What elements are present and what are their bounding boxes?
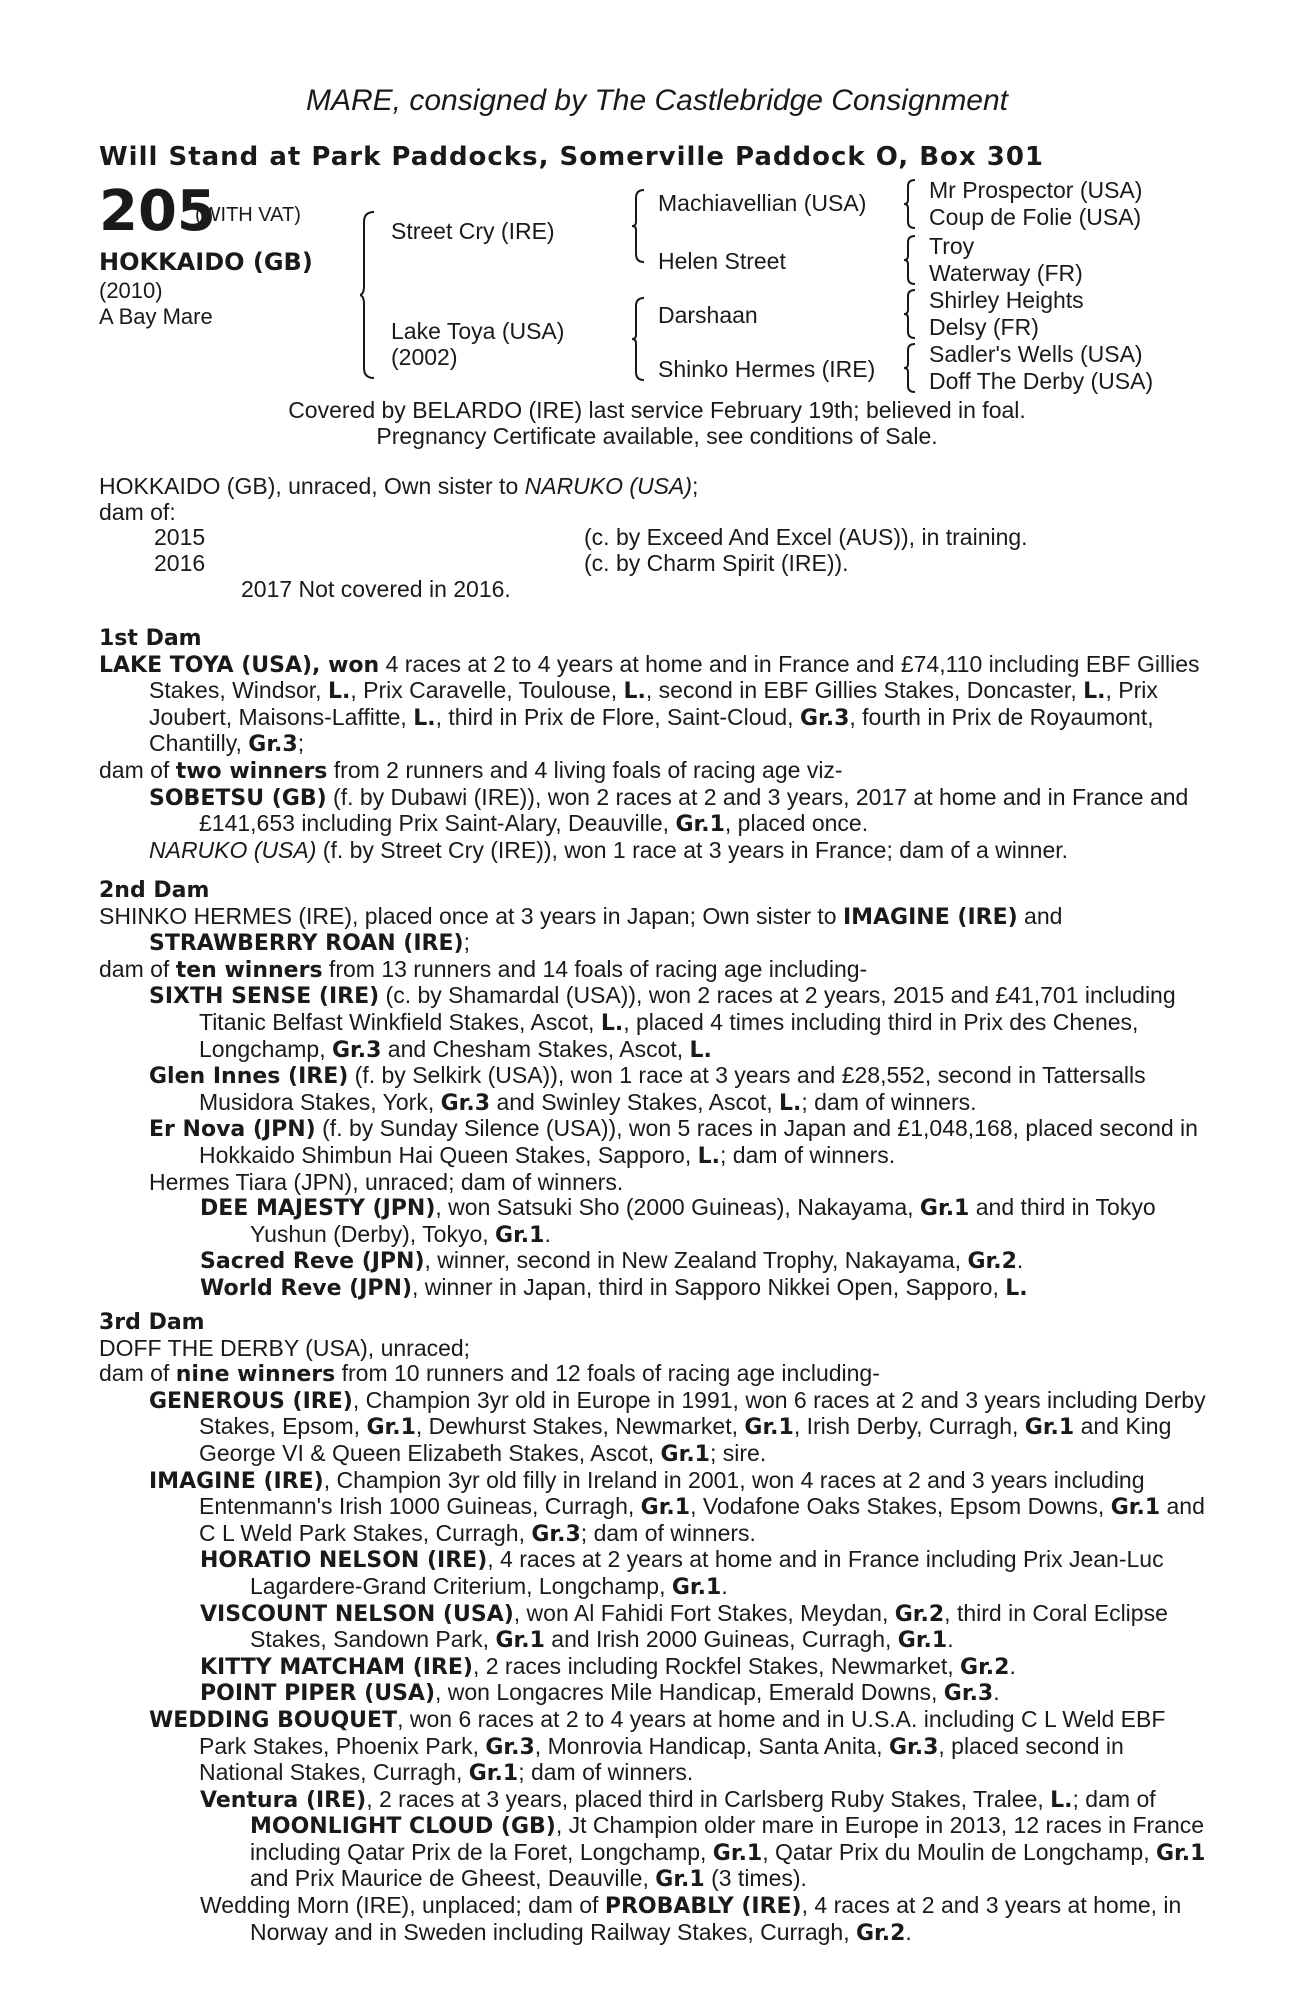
section-heading: 3rd Dam — [99, 1310, 205, 1335]
dam-year: (2002) — [391, 344, 458, 370]
progeny-entry: Wedding Morn (IRE), unplaced; dam of PROBABLY (IRE), 4 races at 2 and 3 years at home, in Norway and in Sweden including Railway Stakes, Curragh, Gr.2. — [200, 1892, 1182, 1946]
horse-description: A Bay Mare — [99, 304, 213, 329]
progeny-entry: Glen Innes (IRE) (f. by Selkirk (USA)), won 1 race at 3 years and £28,552, second in Tattersalls Musidora Stakes, York, Gr.3 and Swinley Stakes, Ascot, L.; dam of winners. — [149, 1062, 1146, 1116]
progeny-entry: IMAGINE (IRE), Champion 3yr old filly in Ireland in 2001, won 4 races at 2 and 3 years including Entenmann's Irish 1000 Guineas, Curragh, Gr.1, Vodafone Oaks Stakes, Epsom Downs, Gr.1 and C L Weld Park Stakes, Curragh, Gr.3; dam of winners. — [149, 1466, 1205, 1547]
progeny-entry: POINT PIPER (USA), won Longacres Mile Handicap, Emerald Downs, Gr.3. — [200, 1679, 1000, 1707]
gg-dam-dam-dam: Doff The Derby (USA) — [929, 368, 1154, 394]
dam-paragraph: dam of two winners from 2 runners and 4 living foals of racing age viz- — [99, 756, 843, 784]
progeny-entry: DEE MAJESTY (JPN), won Satsuki Sho (2000 Guineas), Nakayama, Gr.1 and third in Tokyo Yushun (Derby), Tokyo, Gr.1. — [200, 1194, 1156, 1248]
dam-paragraph: dam of ten winners from 13 runners and 14 foals of racing age including- — [99, 955, 868, 983]
progeny-entry: HORATIO NELSON (IRE), 4 races at 2 years at home and in France including Prix Jean-Luc Lagardere-Grand Criterium, Longchamp, Gr.1. — [200, 1546, 1164, 1600]
second-dam-section — [99, 878, 1209, 1302]
pedigree-brace-g1 — [902, 178, 918, 230]
produce-row: 2015 (c. by Exceed And Excel (AUS)), in training. — [154, 524, 1028, 551]
progeny-entry: Hermes Tiara (JPN), unraced; dam of winners. — [149, 1168, 624, 1195]
gg-dam-dam-sire: Sadler's Wells (USA) — [929, 341, 1143, 367]
gg-sire-dam-sire: Troy — [929, 233, 975, 259]
gg-sire-dam-dam: Waterway (FR) — [929, 260, 1083, 286]
progeny-entry: SOBETSU (GB) (f. by Dubawi (IRE)), won 2 races at 2 and 3 years, 2017 at home and in France and £141,653 including Prix Saint-Alary, Deauville, Gr.1, placed once. — [149, 783, 1189, 838]
consignor-heading: MARE, consigned by The Castlebridge Consignment — [305, 84, 1009, 117]
progeny-entry: SIXTH SENSE (IRE) (c. by Shamardal (USA)), won 2 races at 2 years, 2015 and £41,701 including Titanic Belfast Winkfield Stakes, Ascot, L., placed 4 times including third in Prix des Chenes, Longchamp, Gr.3 and Chesham Stakes, Ascot, L. — [149, 982, 1176, 1063]
progeny-entry: Er Nova (JPN) (f. by Sunday Silence (USA)), won 5 races in Japan and £1,048,168, placed second in Hokkaido Shimbun Hai Queen Stakes, Sapporo, L.; dam of winners. — [149, 1115, 1198, 1169]
dam-paragraph: dam of nine winners from 10 runners and 12 foals of racing age including- — [99, 1360, 880, 1388]
section-heading: 1st Dam — [99, 626, 202, 651]
produce-record — [99, 474, 1209, 603]
progeny-entry: World Reve (JPN), winner in Japan, third in Sapporo Nikkei Open, Sapporo, L. — [200, 1273, 1028, 1301]
covered-note: Covered by BELARDO (IRE) last service February 19th; believed in foal. — [288, 397, 1026, 423]
dam-paragraph: LAKE TOYA (USA), won 4 races at 2 to 4 years at home and in France and £74,110 including EBF Gillies Stakes, Windsor, L., Prix Caravelle, Toulouse, L., second in EBF Gillies Stakes, Doncaster, L., Prix Joubert, Maisons-Laffitte, L., third in Prix de Flore, Saint-Cloud, Gr.3, fourth in Prix de Royaumont, Chantilly, Gr.3; — [99, 650, 1200, 758]
gg-sire-sire-sire: Mr Prospector (USA) — [929, 177, 1143, 203]
dam-dam: Shinko Hermes (IRE) — [658, 356, 876, 382]
stand-location: Will Stand at Park Paddocks, Somerville Paddock O, Box 301 — [99, 142, 1045, 172]
third-dam-section — [99, 1310, 1209, 1946]
vat-note: (WITH VAT) — [195, 204, 301, 226]
gg-dam-sire-sire: Shirley Heights — [929, 287, 1084, 313]
produce-row: 2016 (c. by Charm Spirit (IRE)). — [154, 550, 849, 577]
pedigree-brace-g3 — [902, 288, 918, 340]
section-heading: 2nd Dam — [99, 878, 210, 903]
produce-row: 2017 Not covered in 2016. — [241, 576, 511, 603]
progeny-entry: VISCOUNT NELSON (USA), won Al Fahidi Fort Stakes, Meydan, Gr.2, third in Coral Eclipse Stakes, Sandown Park, Gr.1 and Irish 2000 Guineas, Curragh, Gr.1. — [200, 1599, 1168, 1654]
progeny-entry: NARUKO (USA) (f. by Street Cry (IRE)), won 1 race at 3 years in France; dam of a winner. — [149, 836, 1069, 863]
pedigree-brace-g2 — [902, 234, 918, 286]
progeny-entry: GENEROUS (IRE), Champion 3yr old in Europe in 1991, won 6 races at 2 and 3 years including Derby Stakes, Epsom, Gr.1, Dewhurst Stakes, Newmarket, Gr.1, Irish Derby, Curragh, Gr.1 and King George VI & Queen Elizabeth Stakes, Ascot, Gr.1; sire. — [149, 1386, 1206, 1467]
first-dam-section — [99, 626, 1209, 863]
progeny-entry: Sacred Reve (JPN), winner, second in New Zealand Trophy, Nakayama, Gr.2. — [200, 1247, 1024, 1275]
produce-dam-of: dam of: — [99, 498, 176, 525]
dam-paragraph: DOFF THE DERBY (USA), unraced; — [99, 1334, 471, 1361]
pedigree-brace-sire — [630, 188, 650, 264]
produce-intro: HOKKAIDO (GB), unraced, Own sister to NARUKO (USA); — [99, 473, 699, 499]
sire-sire: Machiavellian (USA) — [658, 190, 867, 216]
foaling-year: (2010) — [99, 278, 163, 303]
sire: Street Cry (IRE) — [391, 218, 555, 244]
progeny-entry: WEDDING BOUQUET, won 6 races at 2 to 4 years at home and in U.S.A. including C L Weld EBF Park Stakes, Phoenix Park, Gr.3, Monrovia Handicap, Santa Anita, Gr.3, placed second in National Stakes, Curragh, Gr.1; dam of winners. — [149, 1705, 1166, 1787]
horse-name: HOKKAIDO (GB) — [99, 248, 313, 276]
pregnancy-note: Pregnancy Certificate available, see conditions of Sale. — [376, 423, 938, 449]
dam-sire: Darshaan — [658, 302, 758, 328]
progeny-entry: KITTY MATCHAM (IRE), 2 races including Rockfel Stakes, Newmarket, Gr.2. — [200, 1652, 1016, 1680]
gg-dam-sire-dam: Delsy (FR) — [929, 314, 1039, 340]
gg-sire-sire-dam: Coup de Folie (USA) — [929, 204, 1142, 230]
pedigree-brace-main — [360, 210, 380, 380]
dam-paragraph: SHINKO HERMES (IRE), placed once at 3 years in Japan; Own sister to IMAGINE (IRE) and STRAWBERRY ROAN (IRE); — [99, 902, 1063, 957]
progeny-entry: Ventura (IRE), 2 races at 3 years, placed third in Carlsberg Ruby Stakes, Tralee, L.; dam of MOONLIGHT CLOUD (GB), Jt Champion older mare in Europe in 2013, 12 races in France including Qatar Prix de la Foret, Longchamp, Gr.1, Qatar Prix du Moulin de Longchamp, Gr.1 and Prix Maurice de Gheest, Deauville, Gr.1 (3 times). — [200, 1785, 1206, 1893]
lot-number: 205 — [99, 179, 216, 244]
pedigree-brace-g4 — [902, 342, 918, 394]
sire-dam: Helen Street — [658, 248, 786, 274]
pedigree-brace-dam — [630, 296, 650, 382]
dam: Lake Toya (USA) — [391, 318, 565, 344]
